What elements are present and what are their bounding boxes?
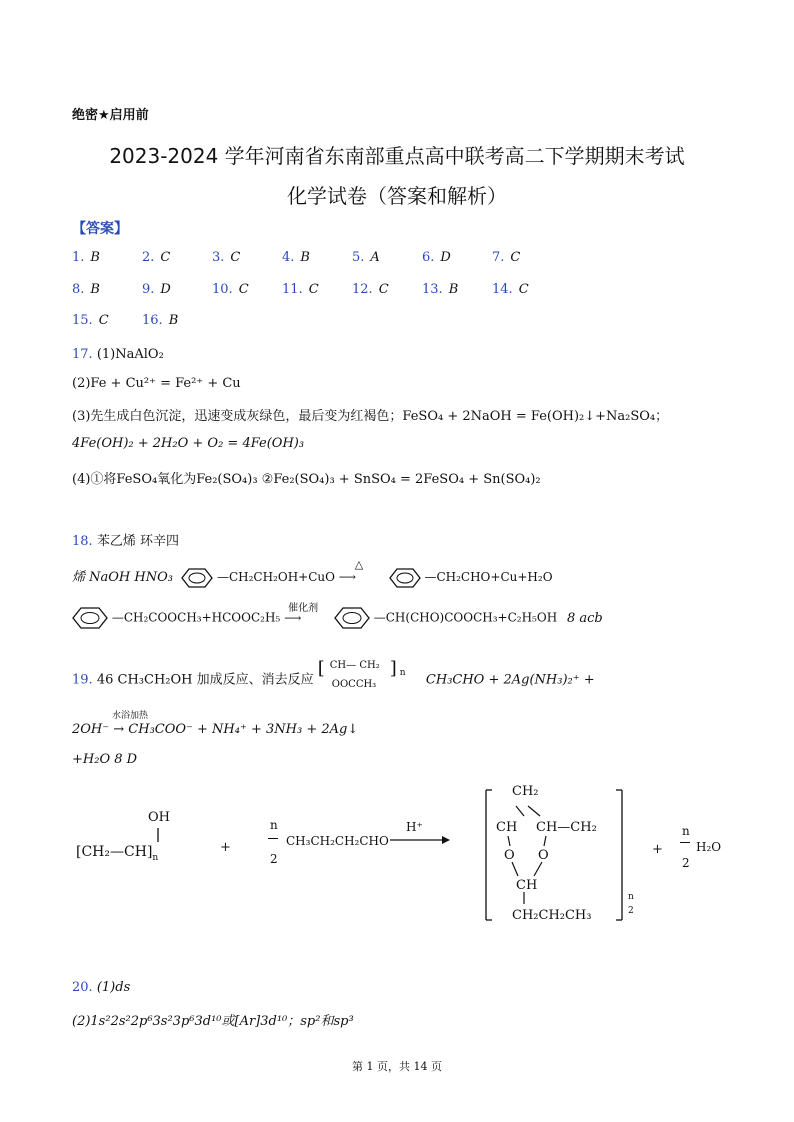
answer-item bbox=[142, 250, 170, 265]
answer-letter: A bbox=[370, 250, 380, 265]
answer-letter: C bbox=[378, 282, 389, 297]
q19-line2: 2OH⁻ → CH₃COO⁻ + NH₄⁺ + 3NH₃ + 2Ag↓ bbox=[72, 722, 359, 737]
answer-item bbox=[422, 282, 458, 297]
answer-letter: C bbox=[308, 282, 319, 297]
q18-line3: —CH₂COOCH₃+HCOOC₂H₅ 催化剂 ⟶ —CH(CHO)COOCH₃+C₂H₅OH 8 acb bbox=[72, 606, 603, 630]
benzene-ring-icon bbox=[389, 567, 421, 589]
reaction-lines bbox=[72, 780, 722, 930]
q17-part3-equation: 4Fe(OH)₂ + 2H₂O + O₂ = 4Fe(OH)₃ bbox=[72, 436, 305, 451]
water: H₂O bbox=[696, 840, 722, 854]
benzene-ring-icon bbox=[334, 606, 370, 630]
benzene-ring-icon bbox=[181, 567, 213, 589]
q18-line2: 烯 NaOH HNO₃ —CH₂CH₂OH+CuO △ ⟶ —CH₂CHO+Cu+H₂O bbox=[72, 566, 553, 589]
answer-letter: B bbox=[448, 282, 459, 297]
q18-line1: 18. 苯乙烯 环辛四 bbox=[72, 534, 179, 549]
answer-item bbox=[352, 250, 380, 265]
answer-number: 3. bbox=[212, 250, 225, 265]
pva-acetal-reaction: OH $[CH_2—CH]_n$ + n 2 CH₃CH₂CH₂CHO H⁺ CH₂ CH CH—CH₂ O O CH CH₂CH₂CH₃ n 2 + n 2 H₂O bbox=[72, 780, 722, 930]
answer-letter: B bbox=[300, 250, 310, 265]
answer-letter: D bbox=[160, 282, 171, 297]
answer-number: 7. bbox=[492, 250, 505, 265]
answer-letter: C bbox=[238, 282, 249, 297]
q19-line1: 19. 46 CH₃CH₂OH 加成反应、消去反应 [ CH— CH₂ OOCCH₃ ] n CH₃CHO + 2Ag(NH₃)₂⁺ + bbox=[72, 662, 595, 698]
answer-number: 13. bbox=[422, 282, 443, 297]
q17-part2: (2)Fe + Cu²⁺ = Fe²⁺ + Cu bbox=[72, 376, 241, 391]
answer-item bbox=[142, 313, 178, 328]
answer-letter: B bbox=[90, 250, 100, 265]
answer-number: 5. bbox=[352, 250, 365, 265]
answer-item bbox=[72, 250, 100, 265]
answer-letter: C bbox=[98, 313, 109, 328]
confidential-label: 绝密★启用前 bbox=[72, 108, 149, 123]
answer-item bbox=[492, 250, 520, 265]
answer-letter: C bbox=[518, 282, 529, 297]
answer-number: 1. bbox=[72, 250, 85, 265]
answer-item bbox=[72, 282, 100, 297]
answer-letter: C bbox=[230, 250, 241, 265]
exam-subtitle: 化学试卷（答案和解析） bbox=[287, 184, 507, 208]
q17-part3: (3)先生成白色沉淀，迅速变成灰绿色，最后变为红褐色；FeSO₄ + 2NaOH = Fe(OH)₂↓+Na₂SO₄； bbox=[72, 409, 669, 424]
answer-number: 12. bbox=[352, 282, 373, 297]
answer-number: 14. bbox=[492, 282, 513, 297]
answer-letter: B bbox=[90, 282, 100, 297]
heat-arrow: △ ⟶ bbox=[338, 558, 364, 584]
answer-item bbox=[282, 250, 310, 265]
propyl-chain: CH₂CH₂CH₃ bbox=[512, 908, 592, 923]
answer-item bbox=[142, 282, 171, 297]
answer-number: 6. bbox=[422, 250, 435, 265]
answer-letter: D bbox=[440, 250, 451, 265]
answer-letter: B bbox=[168, 313, 179, 328]
pva-structure: $[CH_2—CH]_n$ bbox=[76, 844, 159, 863]
polyvinyl-acetate-structure: [ CH— CH₂ OOCCH₃ ] n bbox=[317, 658, 406, 690]
q17-part4: (4)①将FeSO₄氧化为Fe₂(SO₄)₃ ②Fe₂(SO₄)₃ + SnSO₄ = 2FeSO₄ + Sn(SO₄)₂ bbox=[72, 472, 541, 487]
answer-number: 16. bbox=[142, 313, 163, 328]
answer-number: 10. bbox=[212, 282, 233, 297]
q19-line3: +H₂O 8 D bbox=[72, 752, 138, 767]
answer-item bbox=[492, 282, 529, 297]
catalyst-arrow: 催化剂 ⟶ bbox=[284, 602, 319, 625]
answer-item bbox=[282, 282, 319, 297]
butanal: CH₃CH₂CH₂CHO bbox=[286, 834, 389, 848]
benzene-ring-icon bbox=[72, 606, 108, 630]
answer-letter: C bbox=[510, 250, 521, 265]
answer-number: 15. bbox=[72, 313, 93, 328]
answer-number: 4. bbox=[282, 250, 295, 265]
answer-item bbox=[72, 313, 109, 328]
answer-number: 11. bbox=[282, 282, 303, 297]
q19-condition: 水浴加热 bbox=[112, 711, 149, 721]
q20-part2: (2)1s²2s²2p⁶3s²3p⁶3d¹⁰或[Ar]3d¹⁰；sp²和sp³ bbox=[72, 1014, 354, 1029]
answer-number: 9. bbox=[142, 282, 155, 297]
answers-heading: 【答案】 bbox=[72, 221, 128, 237]
page-footer: 第 1 页，共 14 页 bbox=[352, 1060, 442, 1073]
answer-item bbox=[212, 282, 249, 297]
answer-number: 2. bbox=[142, 250, 155, 265]
q17-part1: 17. (1)NaAlO₂ bbox=[72, 347, 164, 362]
answer-number: 8. bbox=[72, 282, 85, 297]
q20-part1: 20. (1)ds bbox=[72, 980, 131, 995]
answer-letter: C bbox=[160, 250, 171, 265]
answer-item bbox=[212, 250, 240, 265]
answer-item bbox=[422, 250, 451, 265]
answer-item bbox=[352, 282, 389, 297]
exam-title: 2023-2024 学年河南省东南部重点高中联考高二下学期期末考试 bbox=[109, 144, 685, 168]
